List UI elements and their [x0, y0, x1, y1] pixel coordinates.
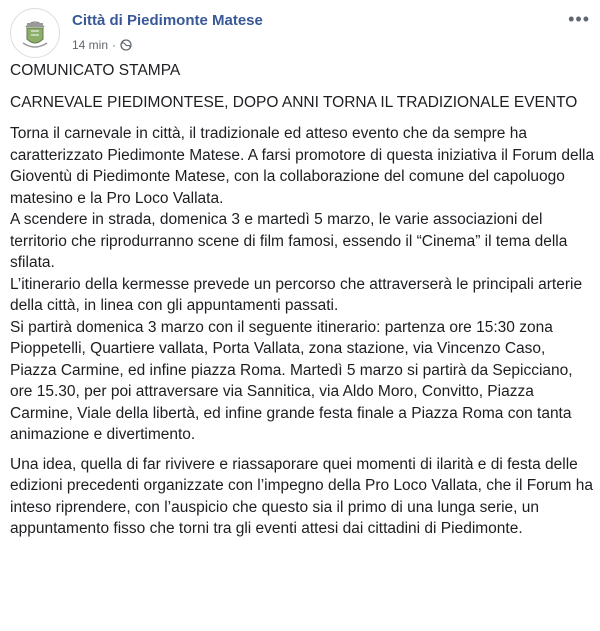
- post-meta: [72, 38, 132, 52]
- post-heading-1: COMUNICATO STAMPA: [10, 62, 181, 79]
- post-header: [10, 8, 590, 60]
- post-time[interactable]: 14 min: [72, 38, 109, 52]
- globe-icon[interactable]: [120, 39, 132, 51]
- post-paragraph-2: A scendere in strada, domenica 3 e martedì 5 marzo, le varie associazioni del territorio che riprodurranno scene di film famosi, essendo il “Cinema” il tema della sfilata.: [10, 211, 568, 271]
- post-body: [10, 60, 595, 540]
- page-name-link[interactable]: Città di Piedimonte Matese: [72, 12, 263, 29]
- post-paragraph-4: Si partirà domenica 3 marzo con il seguente itinerario: partenza ore 15:30 zona Pioppetelli, Quartiere vallata, Porta Vallata, zona stazione, via Vincenzo Caso, Piazza Carmine, ed infine piazza Roma. Martedì 5 marzo si partirà da Sepicciano, ore 15.30, per poi attraversare via Sannitica, via Aldo Moro, Convitto, Piazza Carmine, Viale della libertà, ed infine grande festa finale a Piazza Roma con tanta animazione e divertimento.: [10, 318, 573, 443]
- post-paragraph-5: Una idea, quella di far rivivere e riassaporare quei momenti di ilarità e di festa delle edizioni precedenti organizzate con l’impegno della Pro Loco Vallata, che il Forum ha inteso riprendere, con l’auspicio che questo sia il primo di una lunga serie, un appuntamento fisso che torni tra gli eventi attesi dai cittadini di Piedimonte.: [10, 455, 594, 537]
- post-paragraph-3: L’itinerario della kermesse prevede un percorso che attraverserà le principali arterie della città, in linea con gli appuntamenti passati.: [10, 275, 583, 314]
- crest-logo: [11, 9, 59, 57]
- more-options-icon[interactable]: •••: [568, 9, 590, 29]
- post-heading-2: CARNEVALE PIEDIMONTESE, DOPO ANNI TORNA IL TRADIZIONALE EVENTO: [10, 93, 578, 111]
- page-avatar[interactable]: [10, 8, 60, 58]
- post-paragraph-1: Torna il carnevale in città, il tradizionale ed atteso evento che da sempre ha caratterizzato Piedimonte Matese. A farsi promotore di questa iniziativa il Forum della Gioventù di Piedimonte Matese, con la collaborazione del comune del capoluogo matesino e la Pro Loco Vallata.: [10, 125, 595, 207]
- meta-separator: ·: [112, 38, 117, 52]
